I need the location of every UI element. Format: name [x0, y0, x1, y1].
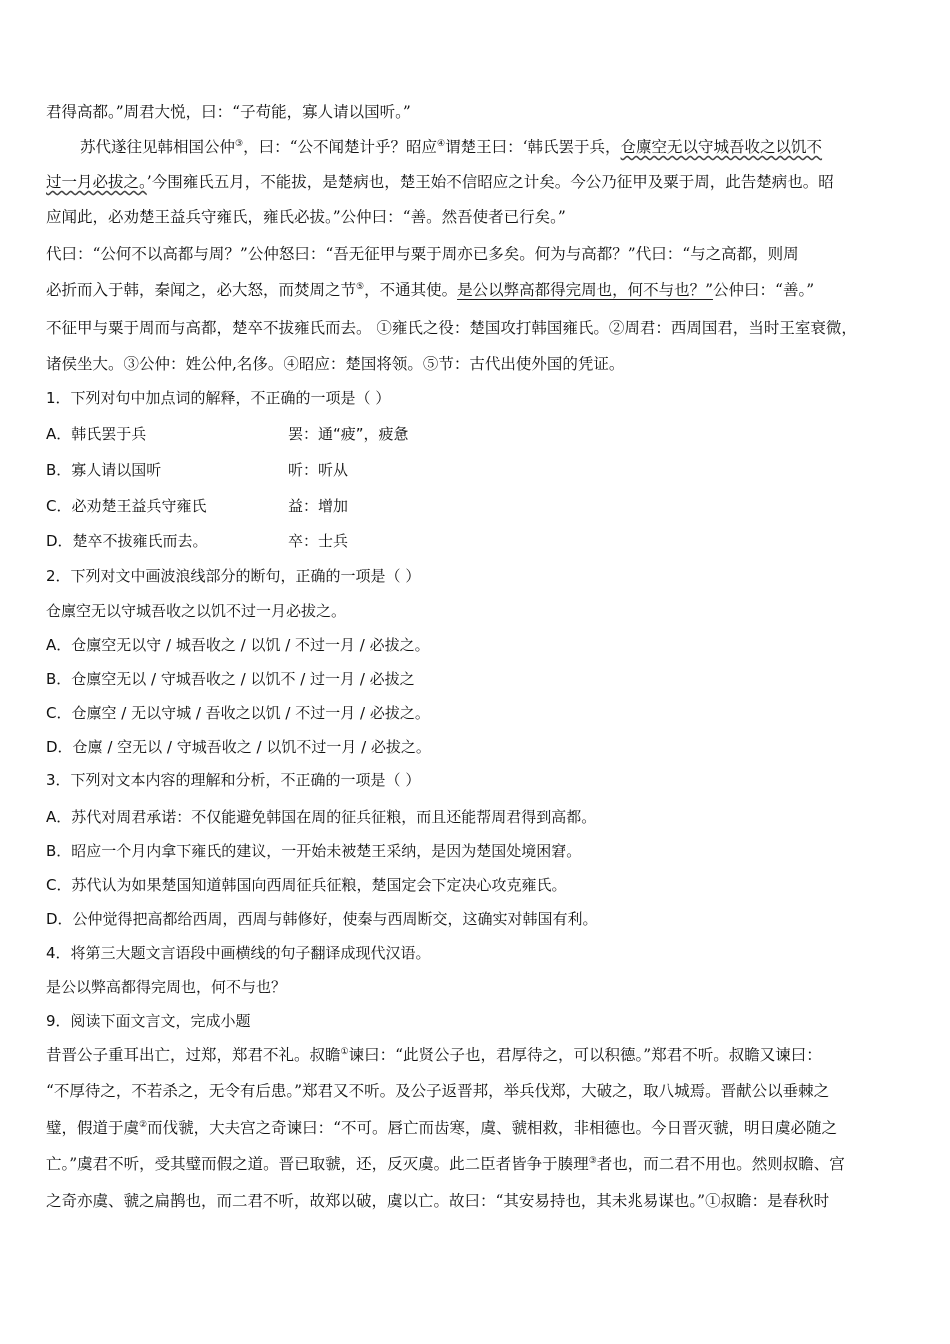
q2-stem: 2．下列对文中画波浪线部分的断句，正确的一项是（ ）	[46, 567, 421, 585]
q2-option-b[interactable]: B．仓廪空无以 / 守城吾收之 / 以饥不 / 过一月 / 必拔之	[46, 670, 415, 688]
footnote-marker: ②	[139, 1119, 148, 1130]
option-definition: 听：听从	[288, 461, 349, 479]
text: 诸侯坐大。③公仲：姓公仲,名侈。④昭应：楚国将领。⑤节：古代出使外国的凭证。	[46, 355, 625, 373]
q1-stem: 1．下列对句中加点词的解释，不正确的一项是（ ）	[46, 389, 391, 407]
q2-sentence: 仓廪空无以守城吾收之以饥不过一月必拔之。	[46, 602, 347, 620]
q2-option-a[interactable]: A．仓廪空无以守 / 城吾收之 / 以饥 / 不过一月 / 必拔之。	[46, 636, 430, 654]
footnote-marker: ⑤	[356, 281, 365, 292]
underlined-sentence: 是公以弊高都得完周也，何不与也？”	[457, 281, 714, 299]
footnote-marker: ③	[588, 1155, 597, 1166]
wavy-underlined-text: 过一月必拔之。	[46, 173, 147, 191]
passage1-line-7	[46, 317, 857, 339]
footnote-marker: ①	[340, 1046, 349, 1057]
option-label: D．楚卒不拔雍氏而去。	[46, 532, 208, 550]
q1-option-b[interactable]	[46, 459, 349, 481]
text: 谓楚王曰：‘韩氏罢于兵，	[445, 138, 621, 156]
text: 谏曰：“此贤公子也，君厚待之，可以积德。”郑君不听。叔瞻又谏曰：	[348, 1046, 822, 1064]
option-label: B．寡人请以国听	[46, 461, 162, 479]
q9-stem: 9．阅读下面文言文，完成小题	[46, 1012, 251, 1030]
q2-option-c[interactable]: C．仓廪空 / 无以守城 / 吾收之以饥 / 不过一月 / 必拔之。	[46, 704, 430, 722]
q3-option-d[interactable]: D．公仲觉得把高都给西周，西周与韩修好，使秦与西周断交，这确实对韩国有利。	[46, 910, 598, 928]
text: 昔晋公子重耳出亡，过郑，郑君不礼。叔瞻	[46, 1046, 341, 1064]
option-definition: 益：增加	[288, 497, 349, 515]
text: 应闻此，必劝楚王益兵守雍氏，雍氏必拔。”公仲曰：“善。然吾使者已行矣。”	[46, 208, 566, 226]
q9-passage-line-1	[46, 1044, 822, 1066]
q4-stem: 4．将第三大题文言语段中画横线的句子翻译成现代汉语。	[46, 944, 431, 962]
wavy-underlined-text: 仓廪空无以守城吾收之以饥不	[620, 138, 823, 156]
q3-option-b[interactable]: B．昭应一个月内拿下雍氏的建议，一开始未被楚王采纳，是因为楚国处境困窘。	[46, 842, 582, 860]
q3-option-c[interactable]: C．苏代认为如果楚国知道韩国向西周征兵征粮，楚国定会下定决心攻克雍氏。	[46, 876, 567, 894]
q9-passage-line-4	[46, 1153, 845, 1175]
passage1-line-5	[46, 243, 799, 265]
text: 不征甲与粟于周而与高都，楚卒不拔雍氏而去。 ①雍氏之役：楚国攻打韩国雍氏。②周君：西周国君，当时王室衰微，	[46, 319, 857, 337]
footnote-marker: ③	[235, 138, 244, 149]
text: 璧，假道于虞	[46, 1119, 140, 1137]
text: 必折而入于韩，秦闻之，必大怒，而焚周之节	[46, 281, 357, 299]
q3-option-a[interactable]: A．苏代对周君承诺：不仅能避免韩国在周的征兵征粮，而且还能帮周君得到高都。	[46, 808, 597, 826]
text: 苏代遂往见韩相国公仲	[80, 138, 236, 156]
text: ’今围雍氏五月，不能拔，是楚病也，楚王始不信昭应之计矣。今公乃征甲及粟于周，此告楚病也。昭	[146, 173, 834, 191]
q1-option-d[interactable]	[46, 530, 349, 552]
passage1-line-3	[46, 171, 834, 193]
text: 公仲曰：“善。”	[713, 281, 815, 299]
footnote-marker: ④	[437, 138, 446, 149]
text: ，曰：“公不闻楚计乎？昭应	[243, 138, 438, 156]
text: 之奇亦虞、虢之扁鹊也，而二君不听，故郑以破，虞以亡。故曰：“其安易持也，其未兆易谋也。”①叔瞻：是春秋时	[46, 1192, 830, 1210]
text: “不厚待之，不若杀之，无令有后患。”郑君又不听。及公子返晋邦，举兵伐郑，大破之，取八城焉。晋献公以垂棘之	[46, 1082, 830, 1100]
q1-option-c[interactable]	[46, 495, 349, 517]
passage1-line-1	[46, 101, 411, 123]
text: 而伐虢，大夫宫之奇谏曰：“不可。唇亡而齿寒，虞、虢相救，非相德也。今日晋灭虢，明日虞必随之	[147, 1119, 838, 1137]
option-label: C．必劝楚王益兵守雍氏	[46, 497, 207, 515]
text: 代曰：“公何不以高都与周？”公仲怒曰：“吾无征甲与粟于周亦已多矣。何为与高都？”代曰：“与之高都，则周	[46, 245, 799, 263]
option-label: A．韩氏罢于兵	[46, 425, 147, 443]
q9-passage-line-3	[46, 1117, 837, 1139]
q9-passage-line-5	[46, 1190, 829, 1212]
passage1-line-4	[46, 206, 566, 228]
q2-option-d[interactable]: D．仓廪 / 空无以 / 守城吾收之 / 以饥不过一月 / 必拔之。	[46, 738, 431, 756]
passage1-line-6	[46, 279, 814, 301]
passage1-footnotes	[46, 353, 624, 375]
text: 君得高都。”周君大悦，曰：“子苟能，寡人请以国听。”	[46, 103, 411, 121]
q3-stem: 3．下列对文本内容的理解和分析，不正确的一项是（ ）	[46, 771, 421, 789]
q9-passage-line-2	[46, 1080, 829, 1102]
option-definition: 罢：通“疲”，疲惫	[288, 425, 409, 443]
text: 亡。”虞君不听，受其璧而假之道。晋已取虢，还，反灭虞。此二臣者皆争于腠理	[46, 1155, 589, 1173]
option-definition: 卒：士兵	[288, 532, 349, 550]
q4-sentence: 是公以弊高都得完周也，何不与也？	[46, 978, 287, 996]
text: 者也，而二君不用也。然则叔瞻、宫	[596, 1155, 845, 1173]
q1-option-a[interactable]	[46, 423, 409, 445]
passage1-line-2	[80, 136, 822, 158]
text: ，不通其使。	[364, 281, 458, 299]
